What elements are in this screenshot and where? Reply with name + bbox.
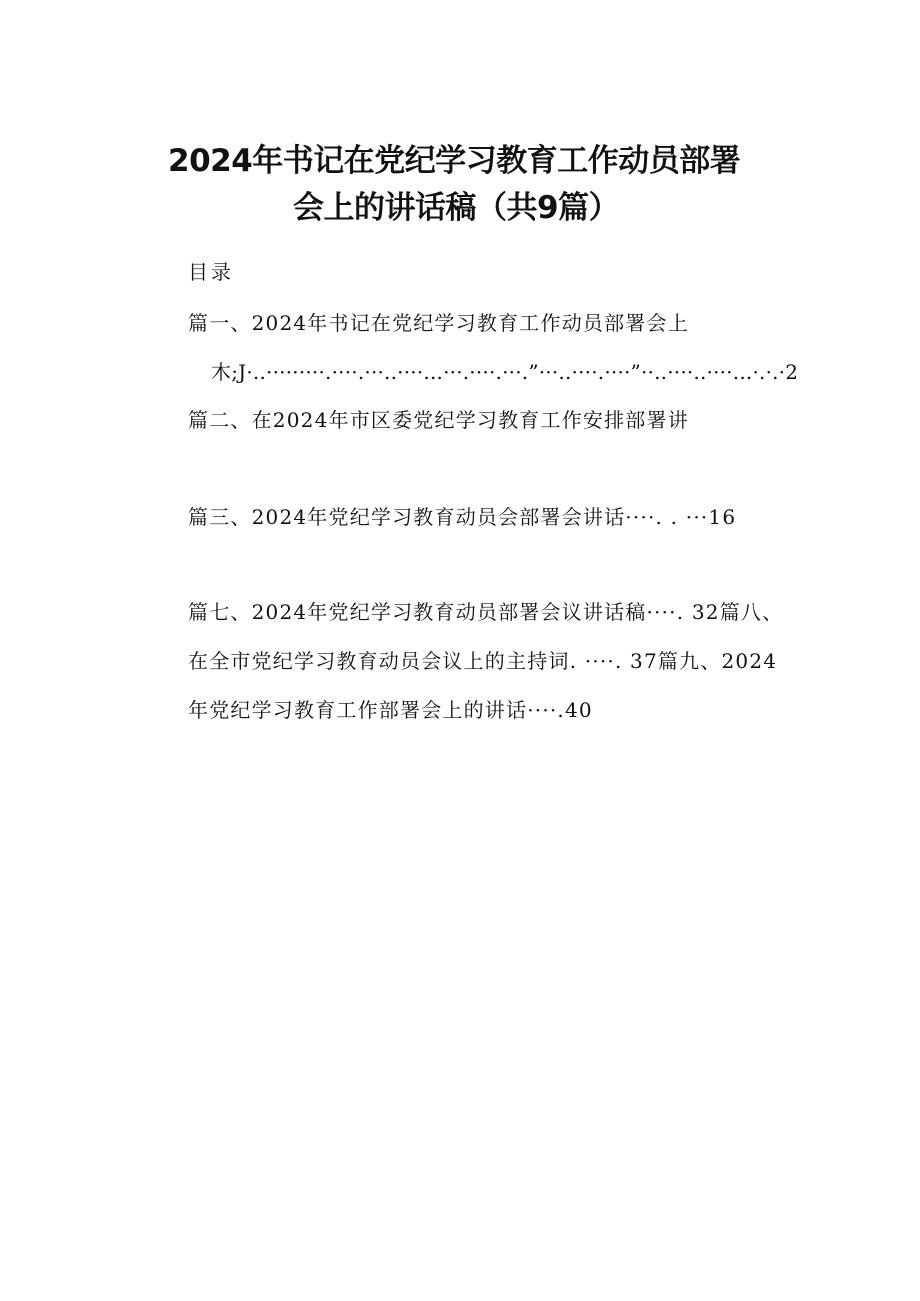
toc-entry-7: 篇七、2024年党纪学习教育动员部署会议讲话稿····. 32篇八、 [188,600,784,624]
toc-heading: 目录 [188,260,234,284]
toc-entry-3: 篇三、2024年党纪学习教育动员会部署会讲话····. . ···16 [188,505,737,529]
toc-entry-1: 篇一、2024年书记在党纪学习教育工作动员部署会上 [188,311,689,335]
toc-entry-2: 篇二、在2024年市区委党纪学习教育工作安排部署讲 [188,408,689,432]
toc-entry-9: 年党纪学习教育工作部署会上的讲话····.40 [188,698,593,722]
document-title-line-1: 2024年书记在党纪学习教育工作动员部署 [168,143,741,179]
toc-entry-1-continuation: 木;J·..·········.····.···..····...···.····.···.”···..····.····”··..····..····...·.·.·2 [211,360,799,384]
toc-entry-8: 在全市党纪学习教育动员会议上的主持词. ····. 37篇九、2024 [188,649,778,673]
document-title-line-2: 会上的讲话稿（共9篇） [293,190,620,226]
